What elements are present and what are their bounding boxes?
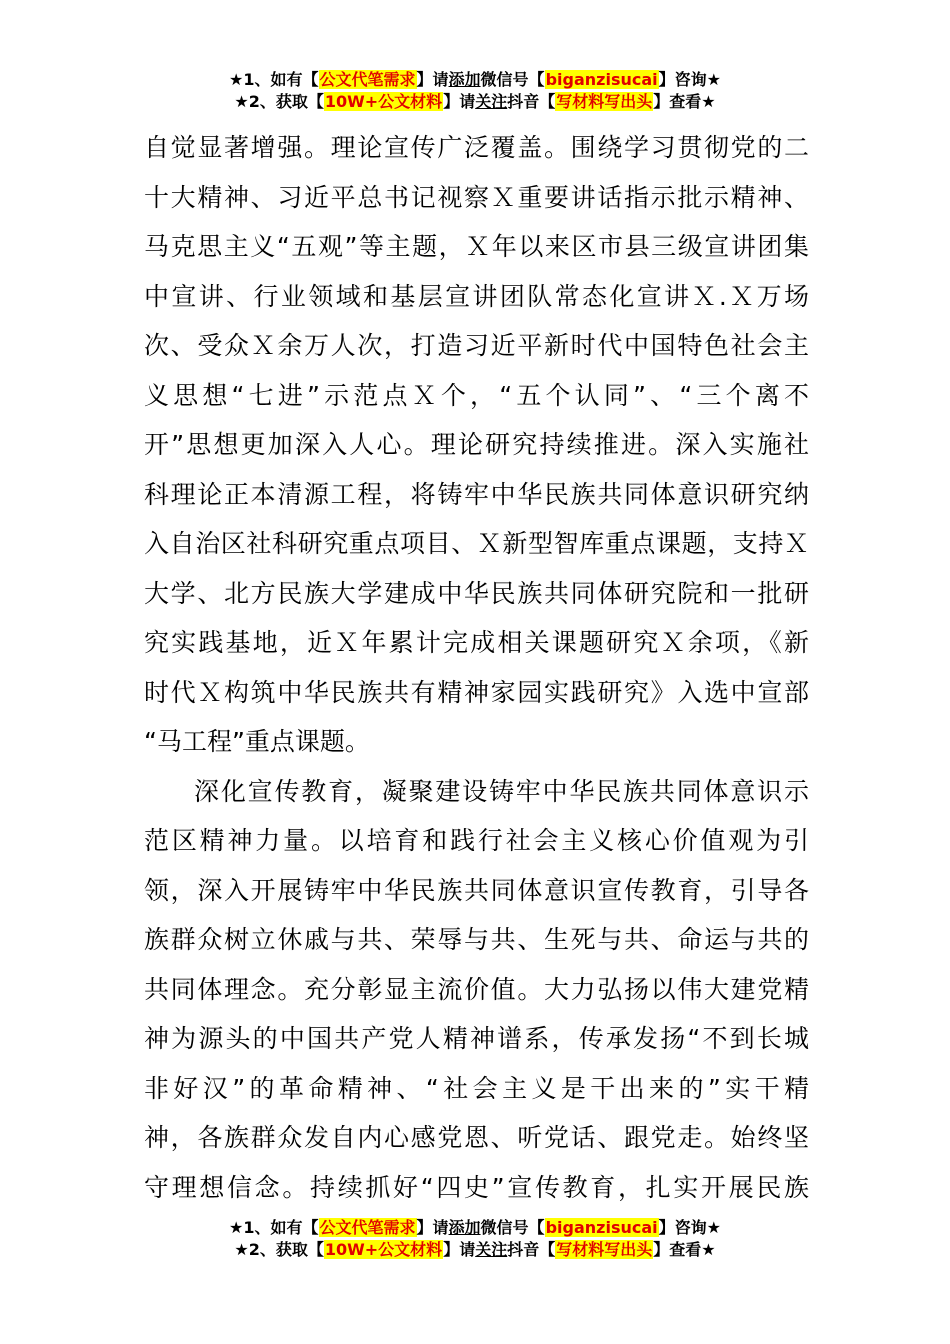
promo-line-1 xyxy=(0,69,950,91)
text-line: 族群众树立休戚与共、荣辱与共、生死与共、命运与共的 xyxy=(144,925,809,954)
document-body xyxy=(144,123,809,1212)
promo-text: 】请 xyxy=(443,92,476,111)
text-line: 次、受众Ｘ余万人次，打造习近平新时代中国特色社会主 xyxy=(144,331,809,360)
promo-underlined-text: 添加 xyxy=(448,70,481,89)
text-line: 范区精神力量。以培育和践行社会主义核心价值观为引 xyxy=(144,826,809,855)
promo-text: 抖音【 xyxy=(507,92,556,111)
text-line: “马工程”重点课题。 xyxy=(144,727,370,756)
promo-text: ★2、获取【 xyxy=(234,92,324,111)
promo-highlight: 10W+公文材料 xyxy=(324,92,443,111)
promo-text: 微信号【 xyxy=(480,1218,545,1237)
promo-underlined-text: 关注 xyxy=(475,92,508,111)
promo-highlight: 写材料写出头 xyxy=(556,92,653,111)
promo-line-2 xyxy=(0,91,950,113)
promo-highlight: 10W+公文材料 xyxy=(324,1240,443,1259)
promo-text: ★2、获取【 xyxy=(234,1240,324,1259)
text-line: 深化宣传教育，凝聚建设铸牢中华民族共同体意识示 xyxy=(194,776,809,806)
promo-text: 微信号【 xyxy=(480,70,545,89)
text-line: 领，深入开展铸牢中华民族共同体意识宣传教育，引导各 xyxy=(144,875,809,905)
promo-underlined-text: 关注 xyxy=(475,1240,508,1259)
text-line: 守理想信念。持续抓好“四史”宣传教育，扎实开展民族 xyxy=(144,1172,809,1202)
promo-text: ★1、如有【 xyxy=(229,1218,319,1237)
text-line: 入自治区社科研究重点项目、Ｘ新型智库重点课题，支持Ｘ xyxy=(144,529,809,558)
text-line: 科理论正本清源工程，将铸牢中华民族共同体意识研究纳 xyxy=(144,479,809,509)
promo-highlight: 写材料写出头 xyxy=(556,1240,653,1259)
text-line: 十大精神、习近平总书记视察Ｘ重要讲话指示批示精神、 xyxy=(144,182,809,212)
paragraph-2 xyxy=(144,767,809,1213)
text-line: 大学、北方民族大学建成中华民族共同体研究院和一批研 xyxy=(144,578,809,608)
text-line: 中宣讲、行业领域和基层宣讲团队常态化宣讲Ｘ.Ｘ万场 xyxy=(144,281,809,311)
promo-text: 】请 xyxy=(416,1218,449,1237)
text-line: 开”思想更加深入人心。理论研究持续推进。深入实施社 xyxy=(144,430,809,459)
promo-line-2 xyxy=(0,1239,950,1261)
text-line: 非好汉”的革命精神、“社会主义是干出来的”实干精 xyxy=(144,1073,809,1103)
promo-text: 抖音【 xyxy=(507,1240,556,1259)
text-line: 义思想“七进”示范点Ｘ个，“五个认同”、“三个离不 xyxy=(144,380,809,410)
promo-highlight: 公文代笔需求 xyxy=(319,1218,416,1237)
promo-text: 】查看★ xyxy=(653,1240,716,1259)
promo-text: 】咨询★ xyxy=(658,70,721,89)
promo-text: 】查看★ xyxy=(653,92,716,111)
promo-highlight: biganzisucai xyxy=(545,70,658,89)
paragraph-1 xyxy=(144,123,809,767)
promo-line-1 xyxy=(0,1217,950,1239)
text-line: 马克思主义“五观”等主题，Ｘ年以来区市县三级宣讲团集 xyxy=(144,232,809,261)
promo-highlight: biganzisucai xyxy=(545,1218,658,1237)
text-line: 共同体理念。充分彰显主流价值。大力弘扬以伟大建党精 xyxy=(144,974,809,1004)
promo-underlined-text: 添加 xyxy=(448,1218,481,1237)
text-line: 究实践基地，近Ｘ年累计完成相关课题研究Ｘ余项，《新 xyxy=(144,628,809,657)
promo-text: ★1、如有【 xyxy=(229,70,319,89)
promo-highlight: 公文代笔需求 xyxy=(319,70,416,89)
text-line: 神，各族群众发自内心感党恩、听党话、跟党走。始终坚 xyxy=(144,1123,809,1152)
text-line: 神为源头的中国共产党人精神谱系，传承发扬“不到长城 xyxy=(144,1024,809,1053)
promo-text: 】请 xyxy=(416,70,449,89)
text-line: 自觉显著增强。理论宣传广泛覆盖。围绕学习贯彻党的二 xyxy=(144,133,809,162)
promo-text: 】咨询★ xyxy=(658,1218,721,1237)
promo-header xyxy=(0,69,950,113)
promo-text: 】请 xyxy=(443,1240,476,1259)
promo-footer xyxy=(0,1217,950,1261)
text-line: 时代Ｘ构筑中华民族共有精神家园实践研究》入选中宣部 xyxy=(144,677,809,707)
